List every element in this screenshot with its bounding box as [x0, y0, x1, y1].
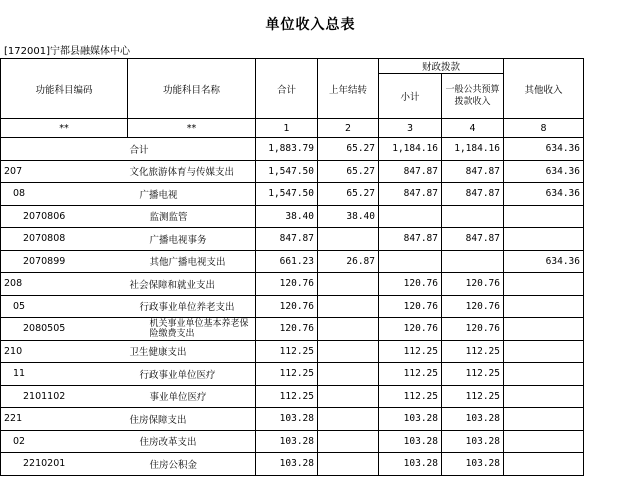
general-budget-cell: 112.25 [442, 385, 504, 408]
table-row [1, 160, 584, 183]
subtotal-cell: 112.25 [379, 340, 442, 363]
subtotal-cell: 103.28 [379, 453, 442, 476]
name-cell: 监测监管 [128, 205, 256, 228]
total-cell: 103.28 [256, 453, 318, 476]
name-cell: 住房改革支出 [128, 430, 256, 453]
name-cell: 住房保障支出 [128, 408, 256, 431]
table-row [1, 205, 584, 228]
code-cell: 2070899 [1, 250, 128, 273]
total-cell: 120.76 [256, 273, 318, 296]
carryover-cell [318, 385, 379, 408]
subtotal-cell: 120.76 [379, 318, 442, 341]
name-cell: 行政事业单位医疗 [128, 363, 256, 386]
subtotal-cell: 847.87 [379, 160, 442, 183]
carryover-cell [318, 430, 379, 453]
index-cell: 2 [318, 119, 379, 138]
carryover-cell [318, 408, 379, 431]
other-income-cell [504, 318, 584, 341]
total-cell: 1,547.50 [256, 183, 318, 206]
table-row [1, 385, 584, 408]
income-summary-table [0, 58, 584, 476]
table-row [1, 340, 584, 363]
table-row [1, 430, 584, 453]
general-budget-cell: 847.87 [442, 160, 504, 183]
name-cell: 住房公积金 [128, 453, 256, 476]
code-cell: 210 [1, 340, 128, 363]
header-code: 功能科目编码 [1, 59, 128, 119]
carryover-cell [318, 273, 379, 296]
other-income-cell: 634.36 [504, 160, 584, 183]
table-row [1, 250, 584, 273]
carryover-cell: 65.27 [318, 138, 379, 161]
general-budget-cell: 103.28 [442, 408, 504, 431]
index-row [1, 119, 584, 138]
total-cell: 661.23 [256, 250, 318, 273]
name-cell: 卫生健康支出 [128, 340, 256, 363]
carryover-cell [318, 363, 379, 386]
total-cell: 120.76 [256, 295, 318, 318]
general-budget-cell: 120.76 [442, 295, 504, 318]
name-cell: 行政事业单位养老支出 [128, 295, 256, 318]
code-cell [1, 138, 128, 161]
table-row [1, 408, 584, 431]
header-carryover: 上年结转 [318, 59, 379, 119]
other-income-cell [504, 273, 584, 296]
code-cell: 02 [1, 430, 128, 453]
general-budget-cell: 847.87 [442, 183, 504, 206]
subtotal-cell: 103.28 [379, 408, 442, 431]
total-cell: 1,883.79 [256, 138, 318, 161]
other-income-cell [504, 295, 584, 318]
other-income-cell [504, 205, 584, 228]
other-income-cell [504, 430, 584, 453]
carryover-cell: 38.40 [318, 205, 379, 228]
name-cell: 其他广播电视支出 [128, 250, 256, 273]
general-budget-cell: 1,184.16 [442, 138, 504, 161]
table-row [1, 138, 584, 161]
header-other: 其他收入 [504, 59, 584, 119]
other-income-cell [504, 408, 584, 431]
index-cell: ** [1, 119, 128, 138]
carryover-cell: 26.87 [318, 250, 379, 273]
index-cell: 3 [379, 119, 442, 138]
code-cell: 11 [1, 363, 128, 386]
total-cell: 103.28 [256, 430, 318, 453]
general-budget-cell: 847.87 [442, 228, 504, 251]
header-general-budget: 一般公共预算拨款收入 [442, 74, 504, 119]
other-income-cell: 634.36 [504, 250, 584, 273]
total-cell: 1,547.50 [256, 160, 318, 183]
other-income-cell [504, 363, 584, 386]
header-fiscal-group: 财政拨款 [379, 59, 504, 74]
subtotal-cell: 847.87 [379, 228, 442, 251]
code-cell: 2070808 [1, 228, 128, 251]
name-cell: 文化旅游体育与传媒支出 [128, 160, 256, 183]
header-name: 功能科目名称 [128, 59, 256, 119]
other-income-cell [504, 385, 584, 408]
table-row [1, 295, 584, 318]
table-row [1, 363, 584, 386]
other-income-cell [504, 228, 584, 251]
table-row [1, 318, 584, 341]
general-budget-cell [442, 250, 504, 273]
carryover-cell [318, 228, 379, 251]
subtotal-cell [379, 205, 442, 228]
general-budget-cell: 120.76 [442, 318, 504, 341]
unit-label: [172001]宁都县融媒体中心 [4, 46, 130, 57]
total-cell: 112.25 [256, 385, 318, 408]
general-budget-cell: 112.25 [442, 340, 504, 363]
name-cell: 事业单位医疗 [128, 385, 256, 408]
code-cell: 08 [1, 183, 128, 206]
name-cell: 机关事业单位基本养老保险缴费支出 [128, 318, 256, 341]
subtotal-cell: 112.25 [379, 385, 442, 408]
carryover-cell [318, 318, 379, 341]
other-income-cell: 634.36 [504, 138, 584, 161]
table-row [1, 228, 584, 251]
carryover-cell [318, 453, 379, 476]
index-cell: 8 [504, 119, 584, 138]
name-cell: 合计 [128, 138, 256, 161]
name-cell: 广播电视事务 [128, 228, 256, 251]
index-cell: ** [128, 119, 256, 138]
general-budget-cell [442, 205, 504, 228]
total-cell: 112.25 [256, 340, 318, 363]
table-row [1, 183, 584, 206]
total-cell: 103.28 [256, 408, 318, 431]
code-cell: 05 [1, 295, 128, 318]
general-budget-cell: 103.28 [442, 453, 504, 476]
subtotal-cell: 847.87 [379, 183, 442, 206]
carryover-cell [318, 295, 379, 318]
index-cell: 4 [442, 119, 504, 138]
other-income-cell [504, 340, 584, 363]
carryover-cell: 65.27 [318, 183, 379, 206]
carryover-cell [318, 340, 379, 363]
other-income-cell: 634.36 [504, 183, 584, 206]
subtotal-cell: 103.28 [379, 430, 442, 453]
header-row-1 [1, 59, 584, 74]
general-budget-cell: 112.25 [442, 363, 504, 386]
header-subtotal: 小计 [379, 74, 442, 119]
subtotal-cell: 120.76 [379, 273, 442, 296]
code-cell: 2210201 [1, 453, 128, 476]
carryover-cell: 65.27 [318, 160, 379, 183]
total-cell: 38.40 [256, 205, 318, 228]
subtotal-cell: 120.76 [379, 295, 442, 318]
report-title: 单位收入总表 [265, 17, 356, 33]
subtotal-cell: 112.25 [379, 363, 442, 386]
total-cell: 847.87 [256, 228, 318, 251]
general-budget-cell: 103.28 [442, 430, 504, 453]
subtotal-cell: 1,184.16 [379, 138, 442, 161]
general-budget-cell: 120.76 [442, 273, 504, 296]
index-cell: 1 [256, 119, 318, 138]
code-cell: 208 [1, 273, 128, 296]
header-total: 合计 [256, 59, 318, 119]
table-row [1, 453, 584, 476]
code-cell: 2101102 [1, 385, 128, 408]
subtotal-cell [379, 250, 442, 273]
total-cell: 120.76 [256, 318, 318, 341]
code-cell: 2070806 [1, 205, 128, 228]
total-cell: 112.25 [256, 363, 318, 386]
code-cell: 2080505 [1, 318, 128, 341]
other-income-cell [504, 453, 584, 476]
code-cell: 207 [1, 160, 128, 183]
name-cell: 广播电视 [128, 183, 256, 206]
table-row [1, 273, 584, 296]
code-cell: 221 [1, 408, 128, 431]
name-cell: 社会保障和就业支出 [128, 273, 256, 296]
